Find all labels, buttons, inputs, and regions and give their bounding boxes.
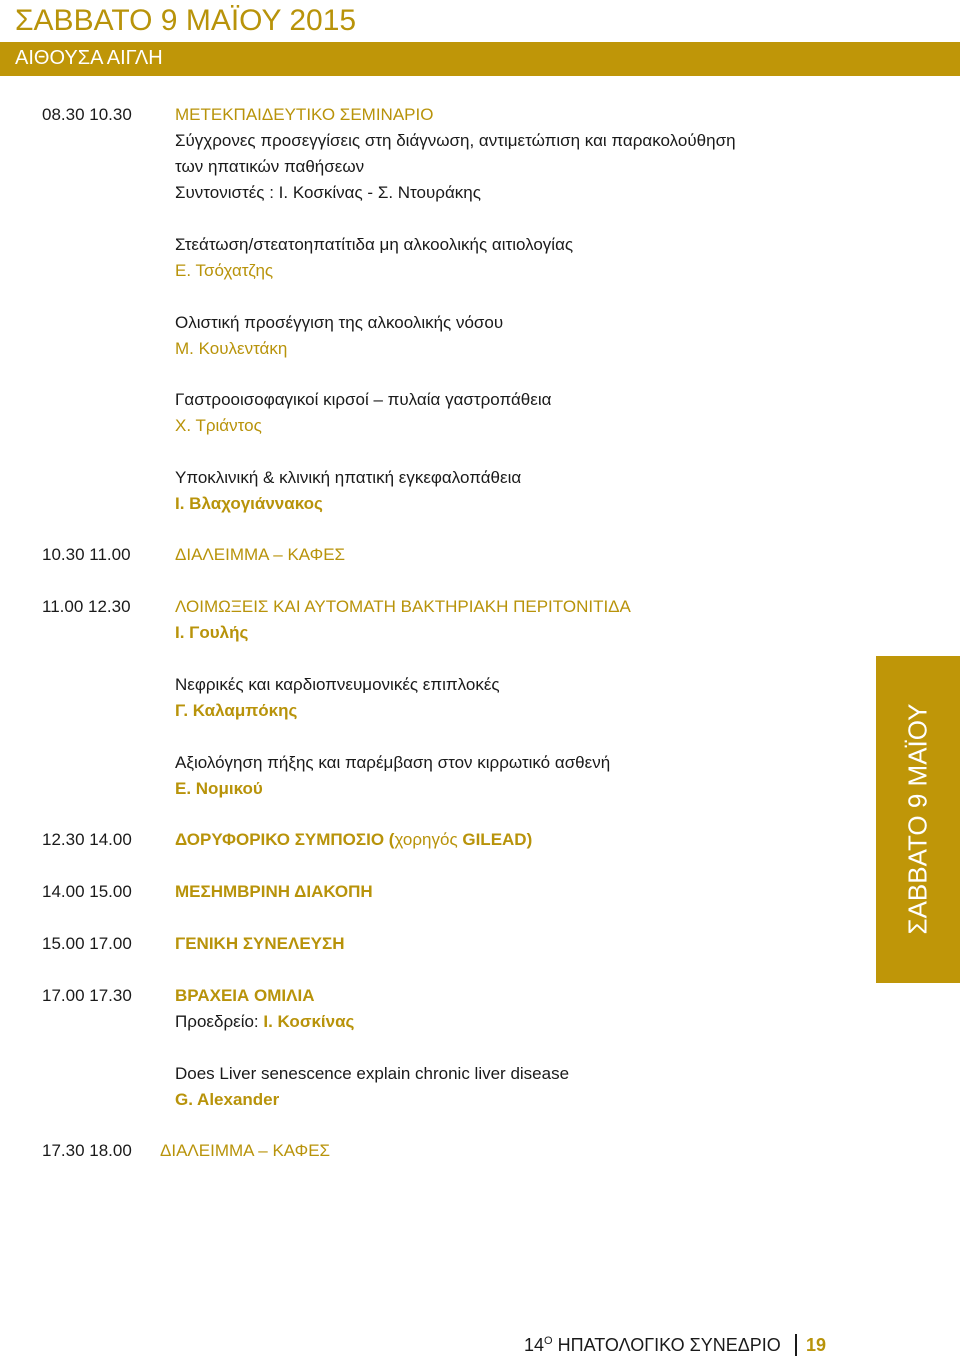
talk-topic: Does Liver senescence explain chronic liver disease [175, 1064, 570, 1083]
talk-speaker: Μ. Κουλεντάκη [175, 339, 288, 358]
session-title: ΔΙΑΛΕΙΜΜΑ – ΚΑΦΕΣ [160, 1141, 331, 1160]
session-title: ΛΟΙΜΩΞΕΙΣ ΚΑΙ ΑΥΤΟΜΑΤΗ ΒΑΚΤΗΡΙΑΚΗ ΠΕΡΙΤΟΝΙΤΙΔΑ [175, 597, 631, 616]
session-time: 10.30 11.00 [42, 545, 131, 564]
page-title: ΣΑΒΒΑΤΟ 9 ΜΑΪΟΥ 2015 [15, 4, 357, 37]
talk-topic: Γαστροοισοφαγικοί κιρσοί – πυλαία γαστροπάθεια [175, 390, 552, 409]
page-number: 19 [806, 1335, 827, 1355]
footer-superscript: Ο [544, 1335, 553, 1347]
session-time: 17.30 18.00 [42, 1141, 132, 1160]
talk-topic: Υποκλινική & κλινική ηπατική εγκεφαλοπάθεια [175, 468, 522, 487]
session-time: 14.00 15.00 [42, 882, 132, 901]
sponsor-word: χορηγός [394, 830, 458, 849]
footer-divider [795, 1334, 797, 1356]
talk-speaker: Γ. Καλαμπόκης [175, 701, 298, 720]
session-title: ΜΕΤΕΚΠΑΙΔΕΥΤΙΚΟ ΣΕΜΙΝΑΡΙΟ [175, 105, 434, 124]
session-time: 15.00 17.00 [42, 934, 132, 953]
talk-speaker: G. Alexander [175, 1090, 280, 1109]
session-title: ΒΡΑΧΕΙΑ ΟΜΙΛΙΑ [175, 986, 315, 1005]
talk-speaker: Ε. Τσόχατζης [175, 261, 274, 280]
talk-topic: Στεάτωση/στεατοηπατίτιδα μη αλκοολικής αιτιολογίας [175, 235, 574, 254]
talk-speaker: Ι. Βλαχογιάννακος [175, 494, 323, 513]
talk-speaker: Ε. Νομικού [175, 779, 263, 798]
talk-topic: Ολιστική προσέγγιση της αλκοολικής νόσου [175, 313, 504, 332]
session-time: 12.30 14.00 [42, 830, 132, 849]
chair-name: Ι. Κοσκίνας [263, 1012, 355, 1031]
session-time: 17.00 17.30 [42, 986, 132, 1005]
footer-conference [524, 1335, 781, 1356]
session-subtitle: Σύγχρονες προσεγγίσεις στη διάγνωση, αντιμετώπιση και παρακολούθηση [175, 131, 736, 150]
hall-label: ΑΙΘΟΥΣΑ ΑΙΓΛΗ [15, 47, 163, 69]
session-coordinators: Συντονιστές : Ι. Κοσκίνας - Σ. Ντουράκης [175, 183, 481, 202]
side-day-tab [876, 656, 960, 983]
talk-topic: Αξιολόγηση πήξης και παρέμβαση στον κιρρωτικό ασθενή [175, 753, 611, 772]
session-chair [175, 1011, 354, 1033]
footer-conference-name: ΗΠΑΤΟΛΟΓΙΚΟ ΣΥΝΕΔΡΙΟ [552, 1335, 781, 1355]
session-title [175, 829, 532, 851]
session-title: ΜΕΣΗΜΒΡΙΝΗ ΔΙΑΚΟΠΗ [175, 882, 373, 901]
session-time: 08.30 10.30 [42, 105, 132, 124]
hall-banner [0, 42, 960, 76]
session-title: ΔΙΑΛΕΙΜΜΑ – ΚΑΦΕΣ [175, 545, 346, 564]
talk-speaker: Χ. Τριάντος [175, 416, 262, 435]
session-title: ΓΕΝΙΚΗ ΣΥΝΕΛΕΥΣΗ [175, 934, 345, 953]
session-subtitle: των ηπατικών παθήσεων [175, 157, 365, 176]
session-title-text: ΔΟΡΥΦΟΡΙΚΟ ΣΥΜΠΟΣΙΟ ( [175, 830, 395, 849]
talk-topic: Νεφρικές και καρδιοπνευμονικές επιπλοκές [175, 675, 500, 694]
sponsor-name: GILEAD) [457, 830, 533, 849]
side-day-tab-label: ΣΑΒΒΑΤΟ 9 ΜΑΪΟΥ [902, 703, 933, 935]
session-speaker: Ι. Γουλής [175, 623, 249, 642]
chair-label: Προεδρείο: [175, 1012, 264, 1031]
session-time: 11.00 12.30 [42, 597, 131, 616]
footer-number: 14 [524, 1335, 545, 1355]
